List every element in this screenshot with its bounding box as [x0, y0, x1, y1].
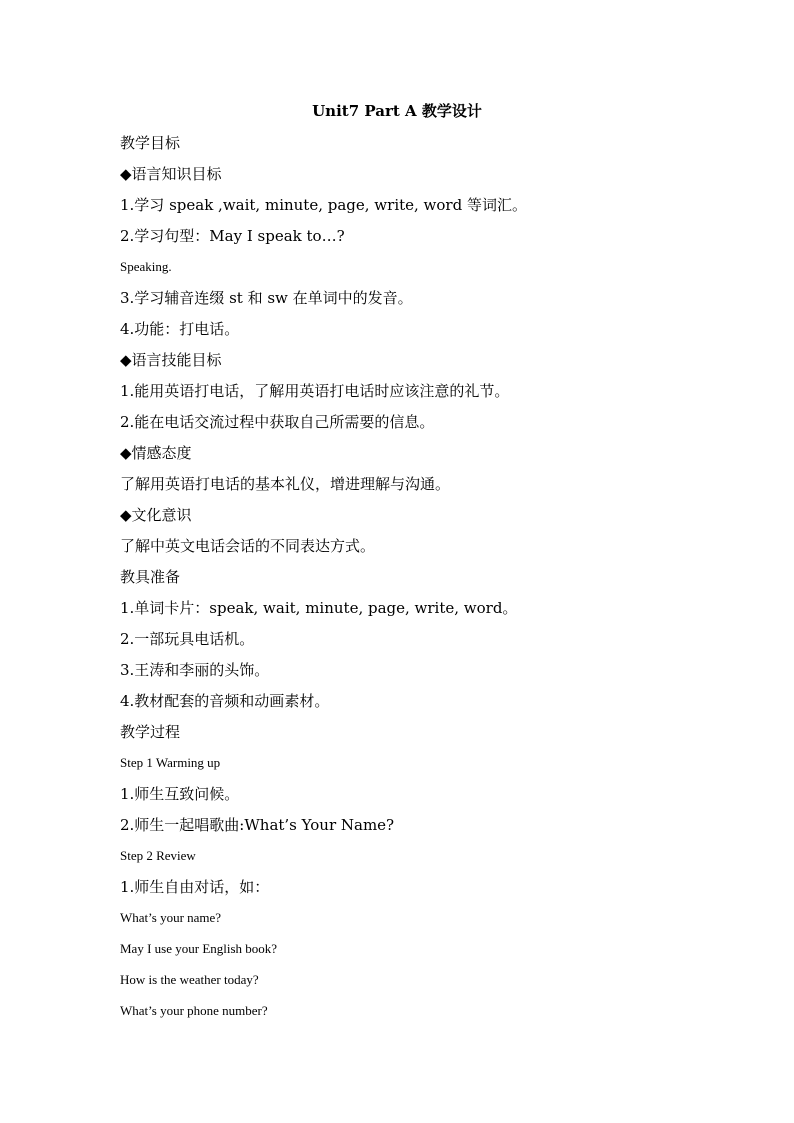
step-heading: Step 2 Review — [120, 848, 196, 863]
text-line: 1.单词卡片：speak, wait, minute, page, write, word。 — [120, 599, 518, 617]
text-line: 4.功能：打电话。 — [120, 320, 240, 338]
subheading-language-knowledge: ◆语言知识目标 — [120, 165, 222, 183]
text-line: 2.师生一起唱歌曲:What’s Your Name? — [120, 816, 395, 834]
section-heading-teaching-process: 教学过程 — [120, 723, 181, 741]
text-line: 2.能在电话交流过程中获取自己所需要的信息。 — [120, 413, 435, 431]
text-line: 1.能用英语打电话，了解用英语打电话时应该注意的礼节。 — [120, 382, 510, 400]
step-heading: Step 1 Warming up — [120, 755, 221, 770]
text-line: 2.一部玩具电话机。 — [120, 630, 255, 648]
text-line: 1.师生互致问候。 — [120, 785, 240, 803]
text-line: 3.学习辅音连缀 st 和 sw 在单词中的发音。 — [120, 289, 413, 307]
text-line: 1.师生自由对话，如： — [120, 878, 270, 896]
text-line: 了解中英文电话会话的不同表达方式。 — [120, 537, 376, 555]
text-line: 1.学习 speak ,wait, minute, page, write, word 等词汇。 — [120, 196, 527, 214]
dialogue-line: What’s your phone number? — [120, 1003, 268, 1018]
dialogue-line: May I use your English book? — [120, 941, 278, 956]
section-heading-teaching-aids: 教具准备 — [120, 568, 181, 586]
text-line: Speaking. — [120, 259, 172, 274]
subheading-cultural-awareness: ◆文化意识 — [120, 506, 192, 524]
subheading-attitude: ◆情感态度 — [120, 444, 192, 462]
text-line: 4.教材配套的音频和动画素材。 — [120, 692, 330, 710]
text-line: 2.学习句型：May I speak to…? — [120, 227, 345, 245]
subheading-language-skills: ◆语言技能目标 — [120, 351, 222, 369]
document-title: Unit7 Part A 教学设计 — [312, 102, 482, 120]
text-line: 了解用英语打电话的基本礼仪，增进理解与沟通。 — [120, 475, 451, 493]
text-line: 3.王涛和李丽的头饰。 — [120, 661, 270, 679]
document-body — [120, 132, 680, 1031]
section-heading-teaching-objectives: 教学目标 — [120, 134, 181, 152]
dialogue-line: What’s your name? — [120, 910, 222, 925]
dialogue-line: How is the weather today? — [120, 972, 259, 987]
